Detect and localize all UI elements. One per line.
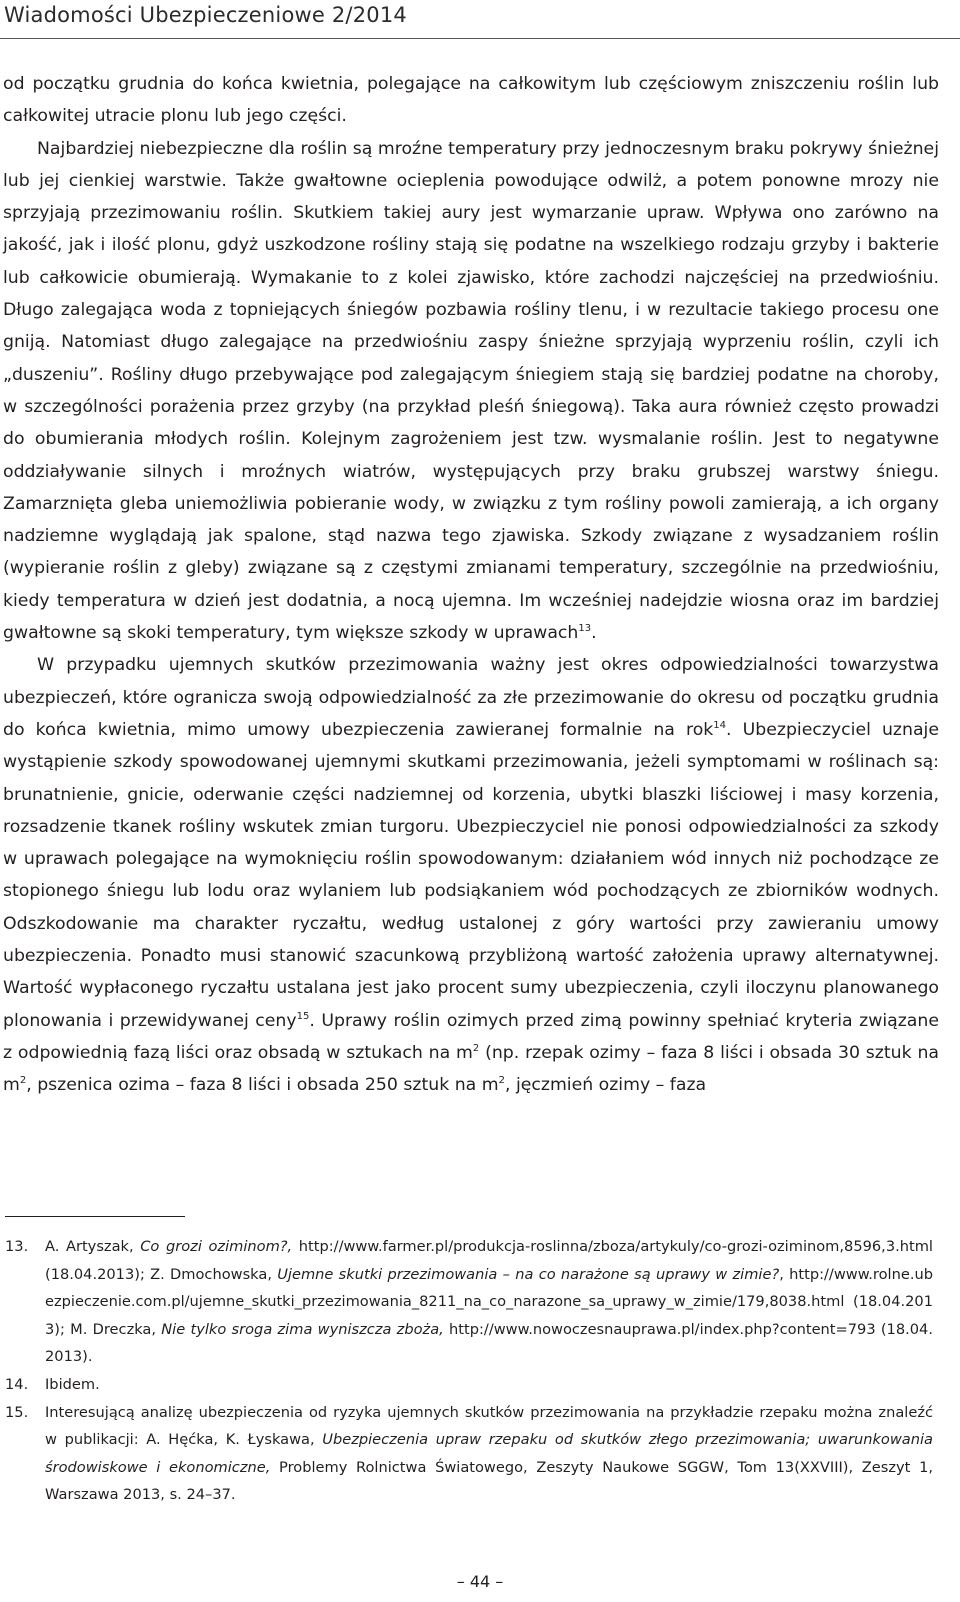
footnote-text <box>45 1399 933 1509</box>
header-divider <box>0 38 960 39</box>
paragraph-text: . Ubezpieczyciel uznaje wystąpienie szkody spowodowanej ujemnymi skutkami przezimowania, jeżeli symptomami w roślinach są: brunatnienie, gnicie, oderwanie części nadziemnej od korzenia, ubytki blaszki liściowej i masy korzenia, rozsadzenie tkanek rośliny wskutek zmian turgoru. Ubezpieczyciel nie ponosi odpowiedzialności za szkody w uprawach polegające na wymoknięciu roślin spowodowanym: działaniem wód innych niż pochodzące ze stopionego śniegu lub lodu oraz wylaniem lub podsiąkaniem wód pochodzących ze zbiorników wodnych. Odszkodowanie ma charakter ryczałtu, według ustalonej z góry wartości przy zawieraniu umowy ubezpieczenia. Ponadto musi stanowić szacunkową przybliżoną wartość założenia uprawy alternatywnej. Wartość wypłaconego ryczałtu ustalana jest jako procent sumy ubezpieczenia, czyli iloczynu planowanego plonowania i przewidywanej ceny <box>3 719 939 1031</box>
paragraph-text: , pszenica ozima – faza 8 liści i obsada 250 sztuk na m <box>26 1075 499 1096</box>
footnote-ref-15[interactable]: 15 <box>296 1010 310 1022</box>
footnote-segment: Interesującą analizę ubezpieczenia od ryzyka ujemnych skutków przezimowania na przykładzie rzepaku można znaleźć w publikacji: A. Hęćka, K. Łyskawa, <box>45 1403 933 1449</box>
footnote-text <box>45 1233 933 1371</box>
footnote-italic-title: Co grozi oziminom?, <box>140 1238 293 1255</box>
paragraph-text: W przypadku ujemnych skutków przezimowania ważny jest okres odpowiedzialności towarzystwa ubezpieczeń, które ogranicza swoją odpowiedzialność za złe przezimowanie do okresu od początku grudnia do końca kwietnia, mimo umowy ubezpieczenia zawieranej formalnie na rok <box>3 655 939 740</box>
paragraph-insurer-liability <box>3 649 939 1101</box>
footnote-14 <box>5 1371 933 1399</box>
footnote-number: 13. <box>5 1238 29 1255</box>
paragraph-text: . Uprawy roślin ozimych przed zimą powinny spełniać kryteria związane z odpowiednią fazą liści oraz obsadą w sztukach na m <box>3 1010 939 1063</box>
superscript-2: 2 <box>498 1075 505 1087</box>
footnote-segment: http://www.farmer.pl/produkcja-roslinna/zboza/artykuly/co-grozi-oziminom,8596,3.html (18.04.2013); Z. Dmochowska, <box>45 1238 933 1283</box>
superscript-2: 2 <box>472 1042 480 1054</box>
footnote-text: Ibidem. <box>45 1375 100 1393</box>
paragraph-text: Najbardziej niebezpieczne dla roślin są mroźne temperatury przy jednoczesnym braku pokrywy śnieżnej lub jej cienkiej warstwie. Także gwałtowne ocieplenia powodujące odwilż, a potem ponowne mrozy nie sprzyjają przezimowaniu roślin. Skutkiem takiej aury jest wymarzanie upraw. Wpływa ono zarówno na jakość, jak i ilość plonu, gdyż uszkodzone rośliny stają się podatne na wszelkiego rodzaju grzyby i bakterie lub całkowicie obumierają. Wymakanie to z kolei zjawisko, które zachodzi najczęściej na przedwiośniu. Długo zalegająca woda z topniejących śniegów pozbawia rośliny tlenu, i w rezultacie takiego procesu one gniją. Natomiast długo zalegające na przedwiośniu zaspy śnieżne sprzyjają wyprzeniu roślin, czyli ich „duszeniu”. Rośliny długo przebywające pod zalegającym śniegiem stają się bardziej podatne na choroby, w szczególności porażenia przez grzyby (na przykład pleśń śniegową). Taka aura również często prowadzi do obumierania młodych roślin. Kolejnym zagrożeniem jest tzw. wysmalanie roślin. Jest to negatywne oddziaływanie silnych i mroźnych wiatrów, występujących przy braku grubszej warstwy śniegu. Zamarznięta gleba uniemożliwia pobieranie wody, w związku z tym rośliny powoli zamierają, a ich organy nadziemne wyglądają jak spalone, stąd nazwa tego zjawiska. Szkody związane z wysadzaniem roślin (wypieranie roślin z gleby) związane są z częstymi zmianami temperatury, szczególnie na przedwiośniu, kiedy temperatura w dzień jest dodatnia, a nocą ujemna. Im wcześniej nadejdzie wiosna oraz im bardziej gwałtowne są skoki temperatury, tym większe szkody w uprawach <box>3 138 939 644</box>
footnote-italic-title: Ujemne skutki przezimowania – na co narażone są uprawy w zimie? <box>277 1265 780 1283</box>
paragraph-wintering-risks <box>3 133 939 650</box>
footnote-italic-title: Nie tylko sroga zima wyniszcza zboża, <box>161 1320 444 1338</box>
footnote-number: 14. <box>5 1375 29 1393</box>
footnote-15 <box>5 1399 933 1509</box>
paragraph-text: (np. rzepak ozimy – faza 8 liści i obsada 30 sztuk na m <box>3 1042 939 1096</box>
footnote-italic-title: Ubezpieczenia upraw rzepaku od skutków złego przezimowania; uwarunkowania środowiskowe i ekonomiczne, <box>45 1431 933 1476</box>
paragraph-end: . <box>591 623 597 644</box>
running-header <box>0 0 960 40</box>
paragraph-text: , jęczmień ozimy – faza <box>504 1075 707 1096</box>
footnote-segment: http://www.nowoczesnauprawa.pl/index.php?content=793 (18.04.2013). <box>45 1320 933 1366</box>
superscript-2: 2 <box>19 1075 27 1087</box>
footnote-segment: , http://www.rolne.ubezpieczenie.com.pl/ujemne_skutki_przezimowania_8211_na_co_narazone_sa_uprawy_w_zimie/179,8038.html (18.04.2013); M. Dreczka, <box>45 1265 933 1338</box>
article-body <box>3 68 939 1102</box>
footnote-segment: Problemy Rolnictwa Światowego, Zeszyty Naukowe SGGW, Tom 13(XXVIII), Zeszyt 1, Warszawa 2013, s. 24–37. <box>45 1458 933 1504</box>
footnote-13 <box>5 1233 933 1371</box>
footnotes <box>5 1233 933 1509</box>
footnote-number: 15. <box>5 1403 29 1421</box>
footnote-segment: A. Artyszak, <box>45 1238 141 1255</box>
page-number: – 44 – <box>456 1572 504 1591</box>
footnote-ref-13[interactable]: 13 <box>578 623 592 635</box>
paragraph-continued: od początku grudnia do końca kwietnia, polegające na całkowitym lub częściowym zniszczeniu roślin lub całkowitej utracie plonu lub jego części. <box>3 74 939 127</box>
footnote-ref-14[interactable]: 14 <box>713 719 727 731</box>
journal-title: Wiadomości Ubezpieczeniowe 2/2014 <box>4 3 407 27</box>
footnote-separator <box>5 1216 185 1217</box>
